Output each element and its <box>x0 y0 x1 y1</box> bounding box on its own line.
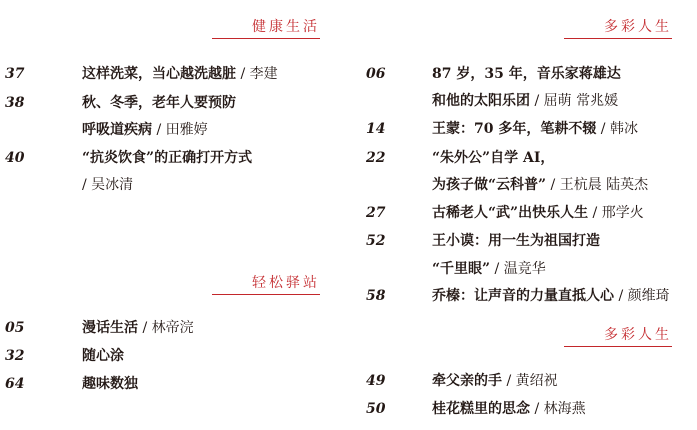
section-title: 多彩人生 <box>604 19 672 35</box>
article-author: 屈萌 常兆媛 <box>543 93 619 109</box>
article-title: 牵父亲的手 <box>432 373 502 389</box>
entry-line <box>82 122 208 138</box>
entry-line <box>82 150 252 166</box>
page-number: 37 <box>5 66 25 82</box>
entry-line <box>82 320 194 336</box>
section-divider <box>564 38 672 39</box>
page-number: 58 <box>366 288 386 304</box>
entry-line <box>432 205 644 221</box>
article-title: 这样洗菜，当心越洗越脏 <box>82 66 236 82</box>
section-divider <box>212 38 320 39</box>
entry-line <box>82 95 236 111</box>
author-separator: / <box>152 122 166 138</box>
author-separator: / <box>490 261 504 277</box>
article-author: 颜维琦 <box>627 288 670 304</box>
page-number: 49 <box>366 373 386 389</box>
entry-line <box>432 233 600 249</box>
page-number: 50 <box>366 401 386 417</box>
article-title: 呼吸道疾病 <box>82 122 152 138</box>
article-author: 黄绍祝 <box>515 373 558 389</box>
article-author: 温竞华 <box>503 261 546 277</box>
section-divider <box>564 346 672 347</box>
article-title: “朱外公”自学 AI， <box>432 150 555 166</box>
section-title: 多彩人生 <box>604 327 672 343</box>
entry-line <box>82 66 278 82</box>
article-author: 王杭晨 陆英杰 <box>559 177 649 193</box>
page-number: 52 <box>366 233 386 249</box>
left-column <box>0 0 345 430</box>
author-separator: / <box>588 205 602 221</box>
section-title: 健康生活 <box>252 19 320 35</box>
article-title: 和他的太阳乐团 <box>432 93 530 109</box>
page-number: 14 <box>366 121 386 137</box>
author-separator: / <box>530 93 544 109</box>
article-title: 趣味数独 <box>82 376 138 392</box>
article-author: 邢学火 <box>601 205 644 221</box>
page-number: 05 <box>5 320 25 336</box>
entry-line <box>432 150 554 166</box>
entry-line <box>432 373 558 389</box>
entry-line <box>432 401 586 417</box>
author-separator: / <box>82 177 92 193</box>
article-title: 乔榛：让声音的力量直抵人心 <box>432 288 614 304</box>
article-title: 漫话生活 <box>82 320 138 336</box>
author-separator: / <box>614 288 628 304</box>
author-separator: / <box>236 66 250 82</box>
right-column <box>352 0 697 430</box>
author-separator: / <box>530 401 544 417</box>
author-separator: / <box>138 320 152 336</box>
author-separator: / <box>502 373 516 389</box>
page-number: 06 <box>366 66 386 82</box>
entry-line <box>432 177 648 193</box>
entry-line <box>432 93 618 109</box>
article-title: 87 岁，35 年，音乐家蒋雄达 <box>432 66 621 82</box>
page-number: 32 <box>5 348 25 364</box>
entry-line <box>432 288 670 304</box>
article-title: “千里眼” <box>432 261 491 277</box>
article-author: 吴冰清 <box>91 177 134 193</box>
page-number: 64 <box>5 376 25 392</box>
entry-line <box>432 121 638 137</box>
entry-line <box>82 348 124 364</box>
article-author: 林帝浣 <box>151 320 194 336</box>
entry-line <box>432 66 621 82</box>
section-title: 轻松驿站 <box>252 275 320 291</box>
page-number: 40 <box>5 150 25 166</box>
article-title: 秋、冬季，老年人要预防 <box>82 95 236 111</box>
article-author: 韩冰 <box>609 121 638 137</box>
article-author: 李建 <box>249 66 278 82</box>
article-author: 田雅婷 <box>165 122 208 138</box>
article-author: 林海燕 <box>543 401 586 417</box>
article-title: 随心涂 <box>82 348 124 364</box>
entry-line <box>82 177 133 193</box>
article-title: 王蒙：70 多年，笔耕不辍 <box>432 121 597 137</box>
section-divider <box>212 294 320 295</box>
article-title: 桂花糕里的思念 <box>432 401 530 417</box>
article-title: 古稀老人“武”出快乐人生 <box>432 205 589 221</box>
entry-line <box>432 261 546 277</box>
entry-line <box>82 376 138 392</box>
page-number: 27 <box>366 205 386 221</box>
article-title: 王小谟：用一生为祖国打造 <box>432 233 600 249</box>
author-separator: / <box>596 121 610 137</box>
article-title: “抗炎饮食”的正确打开方式 <box>82 150 253 166</box>
page-number: 38 <box>5 95 25 111</box>
author-separator: / <box>546 177 560 193</box>
article-title: 为孩子做“云科普” <box>432 177 547 193</box>
page-number: 22 <box>366 150 386 166</box>
